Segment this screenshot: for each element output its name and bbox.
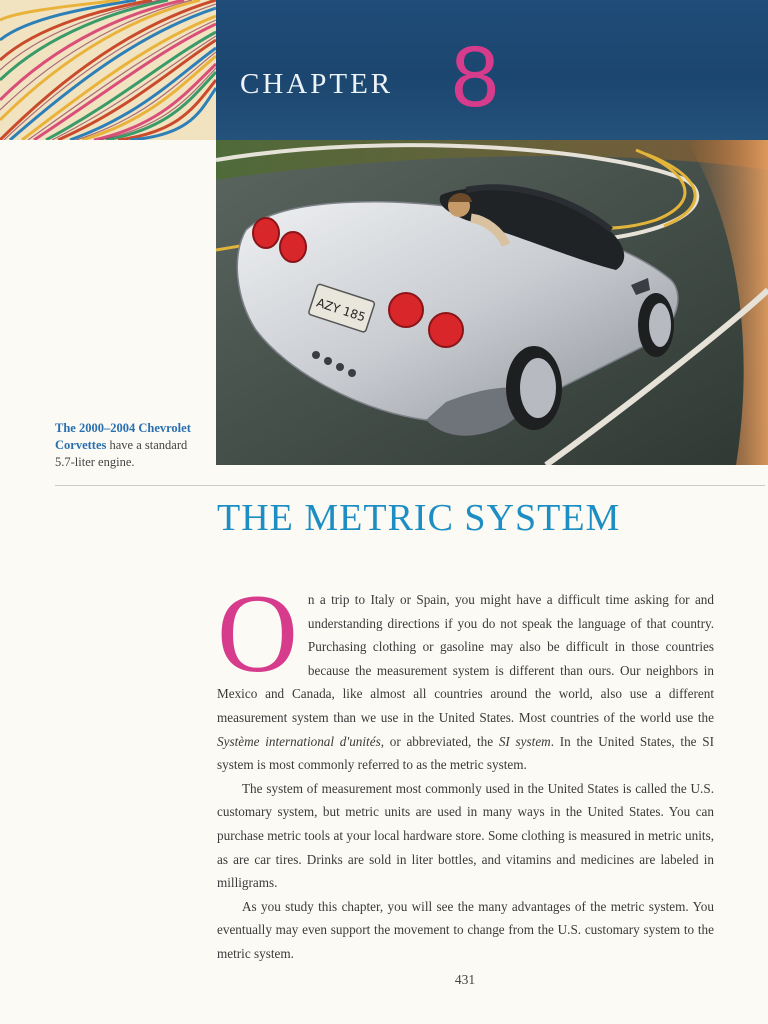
paragraph-1-italic-1: Système international d'unités [217,733,381,749]
paragraph-1-italic-2: SI system [498,733,551,749]
caption-text: have a standard 5.7-liter engine. [55,438,188,469]
chapter-label: CHAPTER [240,68,394,100]
paragraph-1-part-b: , or abbreviated, the [380,733,499,749]
paragraph-1-part-a: n a trip to Italy or Spain, you might have a difficult time asking for and understanding directions if you do not speak the language of that country. Purchasing clothing or gasoline may also be difficult in those countries because the measurement system is different than ours. Our neighbors in Mexico and Canada, like almost all countries around the world, also use a different measurement system than we use in the United States. Most countries of the world use the [217,592,714,725]
divider [55,485,765,486]
drop-cap: O [217,572,298,696]
section-title: THE METRIC SYSTEM [217,497,621,539]
chapter-number: 8 [451,29,499,125]
license-plate-text: AZY 185 [314,295,368,325]
marbled-paper-image [0,0,216,140]
caption-highlight: The 2000–2004 Chevrolet Corvettes [55,421,191,452]
corvette-photo [216,140,768,465]
paragraph-3: As you study this chapter, you will see the many advantages of the metric system. You eventually may even support the movement to change from the U.S. customary system to the metric system. [217,898,714,961]
photo-caption [55,420,205,471]
page-number: 431 [454,972,476,987]
paragraph-1 [217,572,714,777]
body-text [217,572,714,966]
paragraph-1-part-c: . In the United States, the SI system is most commonly referred to as the metric system. [217,733,714,773]
paragraph-2: The system of measurement most commonly used in the United States is called the U.S. customary system, but metric units are used in many ways in the United States. You can purchase metric tools at your local hardware store. Some clothing is measured in metric units, as are car tires. Drinks are sold in liter bottles, and vitamins and medicines are labeled in milligrams. [217,780,714,891]
